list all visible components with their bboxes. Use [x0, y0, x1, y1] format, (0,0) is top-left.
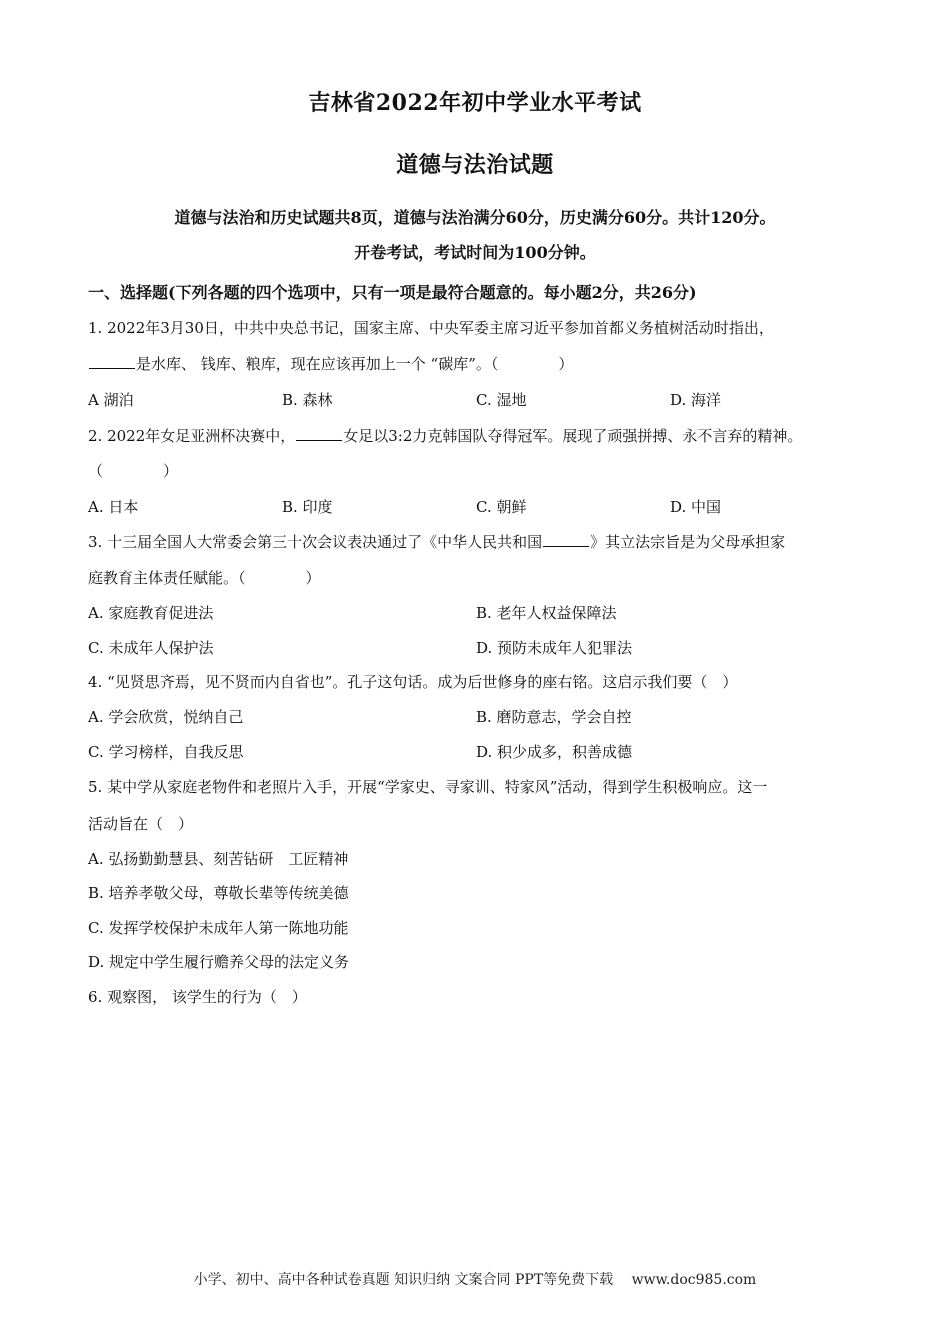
question-3-text-b: 》其立法宗旨是为父母承担家 [590, 533, 786, 551]
question-5-option-a: A. 弘扬勤勤慧县、刻苦钻研 工匠精神 [88, 850, 349, 868]
exam-title: 吉林省2022年初中学业水平考试 [308, 90, 642, 116]
question-5-line-1: 5. 某中学从家庭老物件和老照片入手，开展“学家史、寻家训、特家风”活动，得到学生积极响应。这一 [88, 778, 768, 796]
question-3-text-a: 3. 十三届全国人大常委会第三十次会议表决通过了《中华人民共和国 [88, 533, 543, 551]
question-1-line-2 [88, 353, 573, 374]
question-2-text-a: 2. 2022年女足亚洲杯决赛中， [88, 427, 296, 445]
question-2-option-b: B. 印度 [282, 498, 333, 516]
question-4-option-a: A. 学会欣赏，悦纳自己 [88, 708, 244, 726]
question-4-option-b: B. 磨防意志，学会自控 [476, 708, 632, 726]
question-4-line-1: 4. “见贤思齐焉，见不贤而内自省也”。孔子这句话。成为后世修身的座右铭。这启示我们要（ ） [88, 673, 738, 691]
answer-blank [296, 426, 342, 441]
question-3-option-d: D. 预防未成年人犯罪法 [476, 639, 633, 657]
question-1-option-c: C. 湿地 [476, 391, 527, 409]
question-2-option-d: D. 中国 [670, 498, 722, 516]
question-4-option-d: D. 积少成多，积善成德 [476, 743, 633, 761]
question-5-option-c: C. 发挥学校保护未成年人第一陈地功能 [88, 919, 349, 937]
question-1-option-a: A 湖泊 [88, 391, 134, 409]
question-5-line-2: 活动旨在（ ） [88, 815, 194, 833]
page-footer: 小学、初中、高中各种试卷真题 知识归纳 文案合同 PPT等免费下载 www.doc985.com [193, 1272, 757, 1288]
section-heading: 一、选择题(下列各题的四个选项中，只有一项是最符合题意的。每小题2分，共26分) [88, 283, 697, 302]
question-3-line-1 [88, 531, 785, 552]
question-1-text: 是水库、 钱库、粮库，现在应该再加上一个 “碳库”。（ ） [136, 355, 574, 373]
answer-blank [89, 354, 135, 369]
question-4-option-c: C. 学习榜样，自我反思 [88, 743, 244, 761]
question-5-option-d: D. 规定中学生履行赡养父母的法定义务 [88, 953, 350, 971]
question-1-line-1: 1. 2022年3月30日，中共中央总书记，国家主席、中央军委主席习近平参加首都义务植树活动时指出， [88, 319, 774, 337]
exam-info-line-1: 道德与法治和历史试题共8页，道德与法治满分60分，历史满分60分。共计120分。 [174, 208, 776, 227]
exam-subtitle: 道德与法治试题 [396, 152, 554, 178]
question-3-option-a: A. 家庭教育促进法 [88, 604, 214, 622]
question-2-option-c: C. 朝鲜 [476, 498, 527, 516]
question-3-line-2: 庭教育主体责任赋能。（ ） [88, 569, 321, 587]
question-5-option-b: B. 培养孝敬父母，尊敬长辈等传统美德 [88, 884, 349, 902]
question-1-option-b: B. 森林 [282, 391, 333, 409]
question-2-text-b: 女足以3:2力克韩国队夺得冠军。展现了顽强拼搏、永不言弃的精神。 [343, 427, 803, 445]
question-6-line-1: 6. 观察图， 该学生的行为（ ） [88, 988, 307, 1006]
exam-info-line-2: 开卷考试，考试时间为100分钟。 [354, 243, 596, 262]
question-1-option-d: D. 海洋 [670, 391, 722, 409]
question-2-line-2: （ ） [88, 462, 179, 480]
question-3-option-c: C. 未成年人保护法 [88, 639, 214, 657]
question-3-option-b: B. 老年人权益保障法 [476, 604, 617, 622]
answer-blank [543, 532, 589, 547]
question-2-line-1 [88, 425, 802, 446]
question-2-option-a: A. 日本 [88, 498, 139, 516]
